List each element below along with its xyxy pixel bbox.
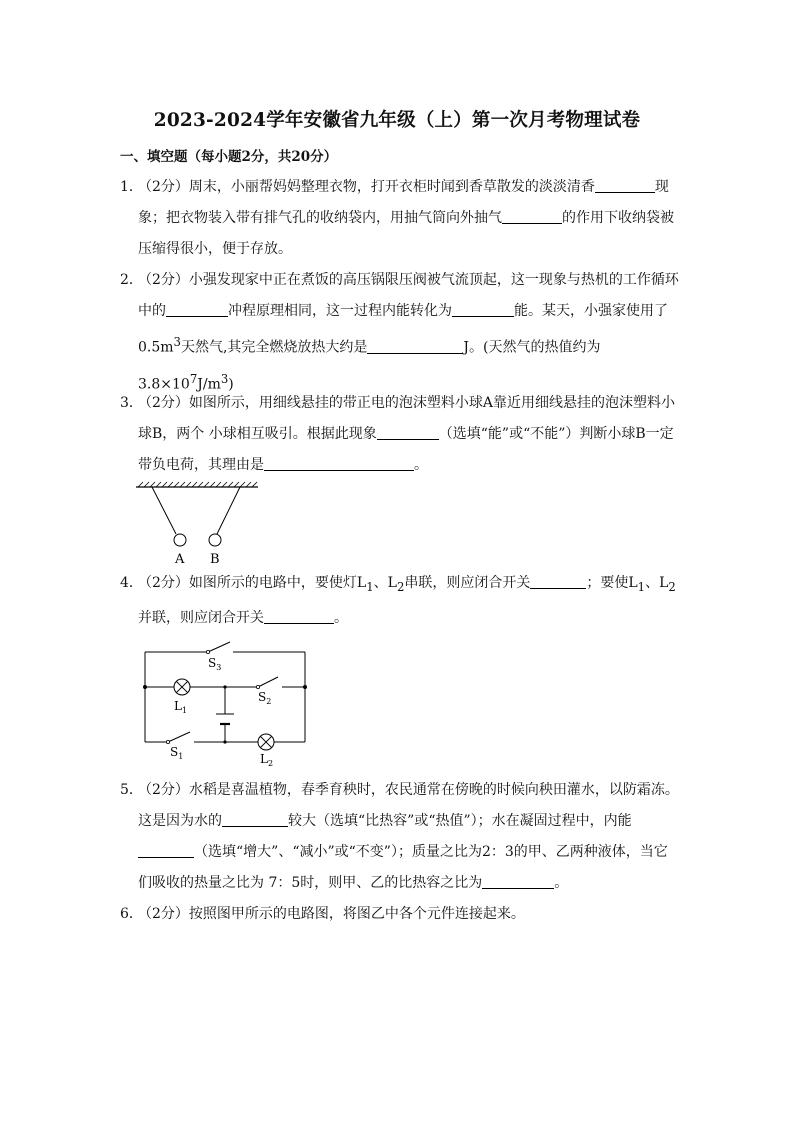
question-text: （2分）小强发现家中正在煮饭的高压锅限压阀被气流顶起，这一现象与热机的工作循环中的: [138, 272, 679, 319]
question-text: 串联，则应闭合开关: [404, 575, 531, 591]
switch-s1-blade: [168, 732, 190, 742]
question-text: 、L: [373, 575, 397, 591]
question-text: 并联，则应闭合开关: [138, 609, 264, 626]
question-4: [120, 568, 680, 634]
answer-blank[interactable]: [367, 337, 463, 354]
question-text: J/m: [197, 376, 221, 393]
answer-blank[interactable]: [502, 207, 562, 224]
figure-suspended-balls: [136, 478, 266, 570]
thread-b: [217, 487, 240, 534]
answer-blank[interactable]: [377, 423, 439, 440]
question-text: 现象；把衣物装入带有排气孔的收纳袋内，用抽气筒向外抽气: [138, 179, 669, 226]
question-text: 天然气,其完全燃烧放热大约是: [180, 339, 368, 356]
section-heading-fill-in: 一、填空题（每小题2分，共20分）: [120, 149, 338, 165]
question-text: 、L: [645, 575, 669, 591]
question-text: （选填“增大”、“减小”或“不变”）；质量之比为2：3的甲、乙两种液体，当它们吸收的热量之比为 7：5时，则甲、乙的比热容之比为: [138, 844, 668, 891]
junction-dot: [223, 685, 226, 688]
question-text: J。(天然气的热值约为 3.8×10: [138, 339, 601, 393]
answer-blank[interactable]: [264, 454, 414, 471]
label-l2: $L_2$: [260, 752, 274, 768]
question-number: 5．: [120, 782, 143, 798]
ceiling-hatching: [136, 482, 258, 487]
question-text: ；要使L: [586, 575, 638, 591]
question-text: （2分）按照图甲所示的电路图，将图乙中各个元件连接起来。: [138, 906, 525, 922]
lamp-l1-icon: [174, 679, 190, 695]
question-text: 。: [414, 457, 428, 473]
question-text: 的作用下收纳袋被压缩得很小，便于存放。: [138, 210, 674, 257]
subscript: 1: [366, 579, 374, 594]
superscript: 3: [220, 371, 229, 386]
figure-circuit: [130, 632, 320, 772]
question-number: 1．: [120, 179, 143, 195]
switch-s3-blade: [208, 642, 230, 652]
answer-blank[interactable]: [264, 607, 334, 624]
answer-blank[interactable]: [166, 300, 228, 317]
thread-a: [152, 487, 176, 534]
question-text: 冲程原理相同，这一过程内能转化为: [228, 303, 452, 319]
label-s3: $S_3$: [208, 656, 222, 672]
junction-dot: [223, 740, 226, 743]
balls-diagram: [136, 478, 266, 570]
superscript: 3: [173, 335, 181, 349]
label-s1: $S_1$: [170, 745, 184, 761]
label-l1: $L_1$: [174, 699, 188, 715]
superscript: 7: [189, 371, 198, 386]
question-text: 。: [334, 609, 348, 626]
question-text: （2分）如图所示，用细线悬挂的带正电的泡沫塑料小球A靠近用细线悬挂的泡沫塑料小球B，两个 小球相互吸引。根据此现象: [138, 395, 676, 442]
question-3: [120, 388, 680, 481]
question-1: [120, 172, 680, 265]
label-b: B: [210, 552, 220, 567]
question-text: （2分）周末，小丽帮妈妈整理衣物，打开衣柜时闻到香草散发的淡淡清香: [138, 179, 595, 195]
ball-b: [209, 534, 221, 546]
label-a: A: [175, 552, 185, 567]
question-6: [120, 899, 680, 930]
question-text: 能。某天，小强家使用了 0.5m: [138, 303, 668, 356]
subscript: 2: [396, 579, 405, 594]
lamp-l2-icon: [258, 734, 274, 750]
question-text: （选填“能”或“不能”）判断小球B一定带负电荷，其理由是: [138, 426, 674, 473]
page-title: 2023-2024学年安徽省九年级（上）第一次月考物理试卷: [153, 110, 641, 131]
switch-s2-blade: [258, 677, 278, 687]
question-2: [120, 265, 680, 400]
subscript: 1: [637, 579, 646, 594]
junction-dot: [143, 685, 147, 689]
question-text: （2分）水稻是喜温植物，春季育秧时，农民通常在傍晚的时候向秧田灌水，以防霜冻。这是因为水的: [138, 782, 679, 829]
answer-blank[interactable]: [452, 300, 514, 317]
question-text: ): [228, 376, 234, 393]
question-text: 较大（选填“比热容”或“热值”）；水在凝固过程中，内能: [288, 813, 632, 829]
question-number: 4．: [120, 575, 143, 591]
answer-blank[interactable]: [482, 872, 554, 889]
question-text: （2分）如图所示的电路中，要使灯L: [138, 575, 367, 591]
answer-blank[interactable]: [222, 810, 288, 827]
label-s2: $S_2$: [258, 690, 272, 706]
ball-a: [174, 534, 186, 546]
answer-blank[interactable]: [595, 176, 655, 193]
answer-blank[interactable]: [530, 572, 586, 589]
subscript: 2: [668, 579, 676, 594]
question-5: [120, 775, 680, 899]
question-text: 。: [554, 875, 569, 891]
answer-blank[interactable]: [138, 841, 194, 858]
question-number: 2．: [120, 272, 143, 288]
question-number: 3．: [120, 395, 143, 411]
junction-dot: [303, 685, 307, 689]
question-number: 6．: [120, 906, 143, 922]
circuit-diagram: [130, 632, 320, 772]
